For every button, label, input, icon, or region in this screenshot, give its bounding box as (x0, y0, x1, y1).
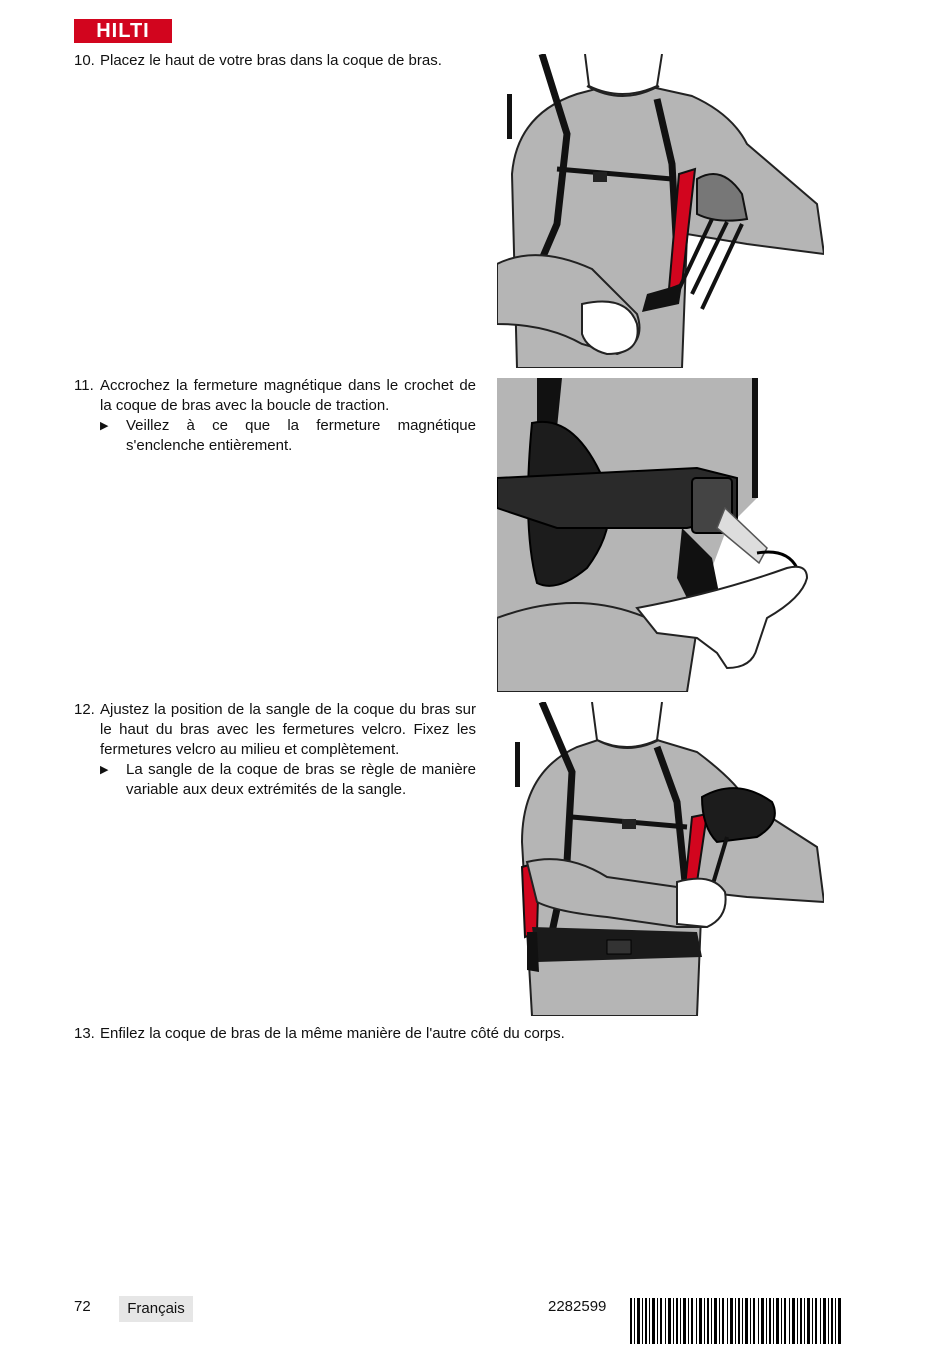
step-12 (74, 700, 476, 800)
hilti-logo (74, 19, 172, 43)
language-label: Français (119, 1296, 193, 1322)
step-number: 12. (74, 701, 95, 718)
document-number: 2282599 (548, 1298, 607, 1315)
step-13 (74, 1024, 854, 1044)
triangle-right-icon: ▶ (100, 420, 109, 432)
illustration-place-arm (497, 54, 824, 368)
illustration-adjust-strap (497, 702, 824, 1016)
logo-text: HILTI (96, 20, 150, 42)
step-text: Placez le haut de votre bras dans la coque de bras. (100, 52, 442, 69)
step-result (100, 760, 476, 800)
step-number: 10. (74, 52, 95, 69)
page-number: 72 (74, 1298, 91, 1315)
step-number: 13. (74, 1025, 95, 1042)
step-text: Ajustez la position de la sangle de la coque du bras sur le haut du bras avec les fermetures velcro. Fixez les fermetures velcro au milieu et complètement. (100, 701, 476, 758)
step-number: 11. (74, 377, 94, 394)
illustration-magnetic-closure (497, 378, 824, 692)
step-text: Enfilez la coque de bras de la même manière de l'autre côté du corps. (100, 1025, 565, 1042)
step-11 (74, 376, 476, 456)
step-result-text: Veillez à ce que la fermeture magnétique s'enclenche entièrement. (126, 417, 476, 454)
triangle-right-icon: ▶ (100, 764, 109, 776)
step-result (100, 416, 476, 456)
barcode (630, 1298, 842, 1344)
step-text: Accrochez la fermeture magnétique dans le crochet de la coque de bras avec la boucle de traction. (100, 377, 476, 414)
step-result-text: La sangle de la coque de bras se règle de manière variable aux deux extrémités de la sangle. (126, 761, 476, 798)
step-10 (74, 51, 476, 71)
